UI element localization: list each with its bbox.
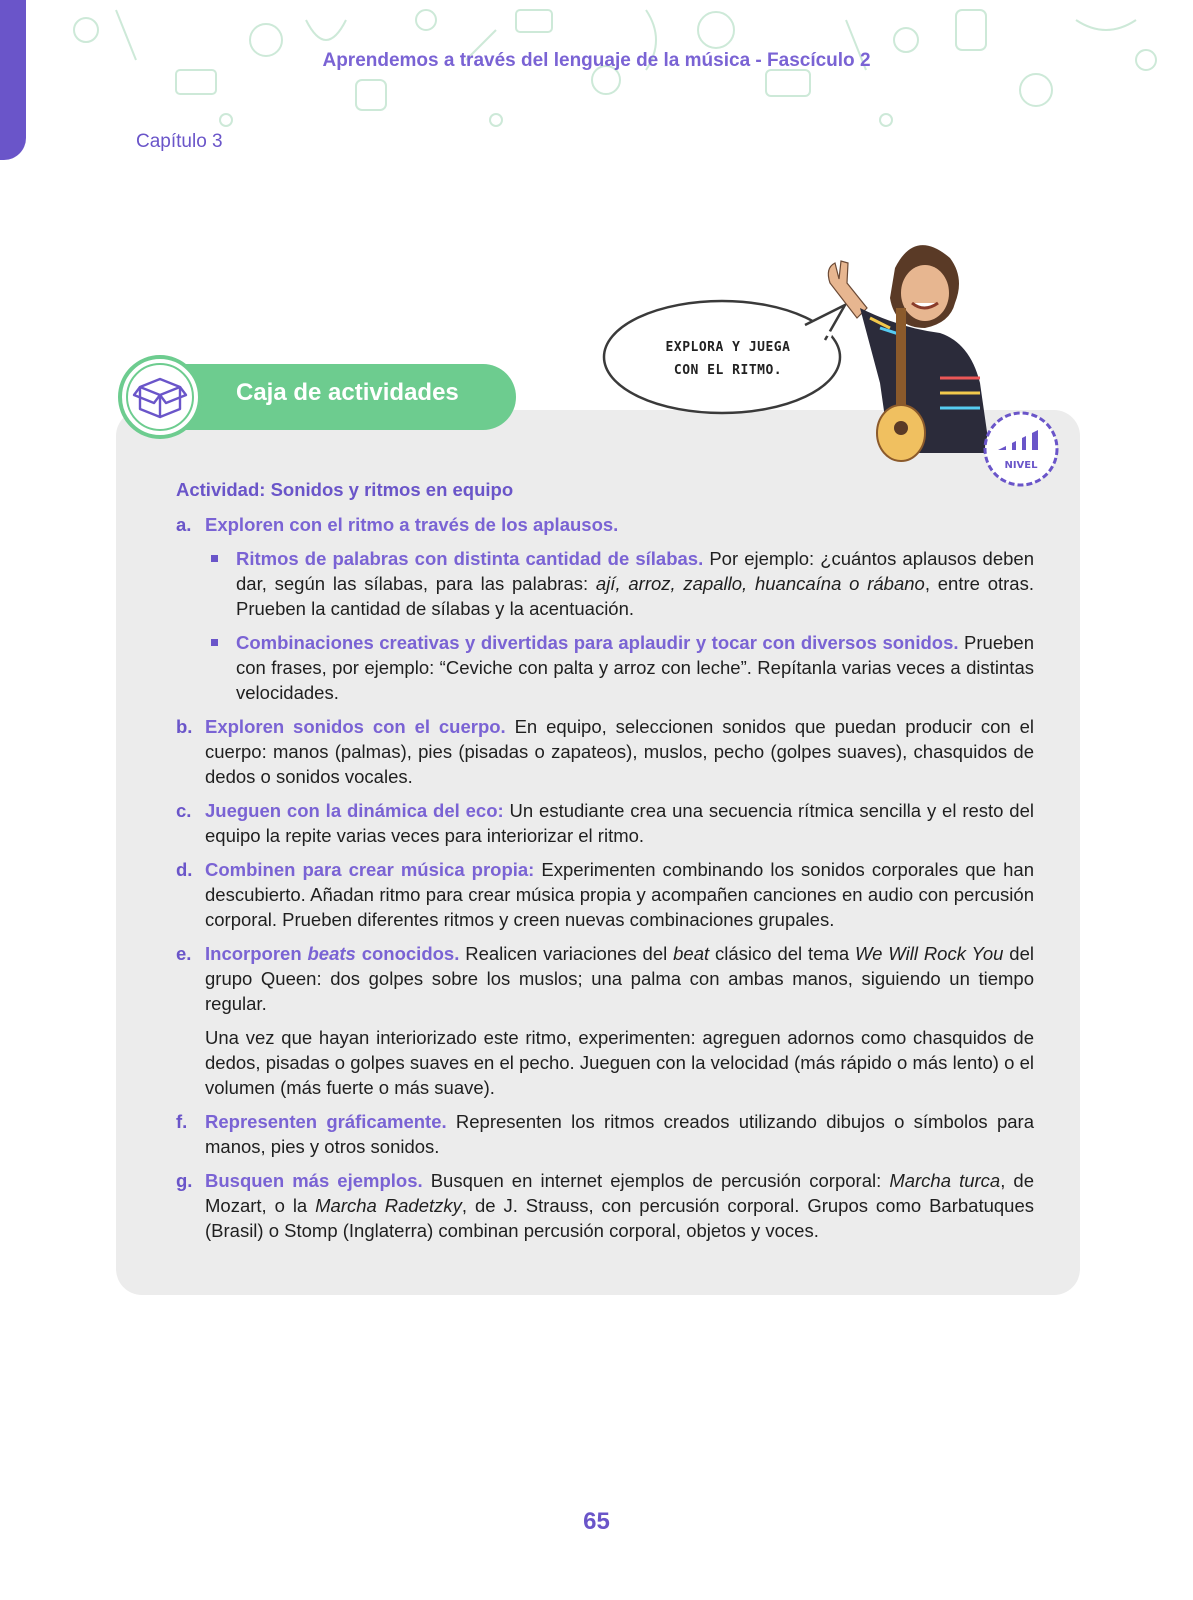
- sub-text: Por ejemplo: ¿cuántos aplausos deben dar, según las sílabas, para las palabras:: [236, 548, 1034, 594]
- activity-item-e: [176, 941, 1034, 1100]
- sub-lead: Ritmos de palabras con distinta cantidad de sílabas.: [236, 548, 704, 569]
- activity-item-b: [176, 714, 1034, 789]
- activity-title: Actividad: Sonidos y ritmos en equipo: [176, 479, 514, 500]
- bubble-line-1: EXPLORA Y JUEGA: [665, 340, 791, 355]
- item-text: del grupo Queen: dos golpes sobre los muslos; una palma con ambas manos, siguiendo un tiempo regular.: [205, 943, 1034, 1014]
- item-letter: f.: [176, 1111, 188, 1132]
- item-italic: We Will Rock You: [855, 943, 1004, 964]
- child-with-guitar-illustration: [800, 228, 1000, 468]
- activity-item-f: [176, 1109, 1034, 1159]
- banner-title: Caja de actividades: [236, 379, 459, 406]
- header-music-pattern: [26, 0, 1193, 150]
- item-lead: Combinen para crear música propia:: [205, 859, 535, 880]
- activity-item-a: [176, 512, 1034, 705]
- page-number: 65: [583, 1508, 610, 1535]
- item-lead: Exploren sonidos con el cuerpo.: [205, 716, 506, 737]
- sub-item-1: [176, 546, 1034, 621]
- sub-italic: ají, arroz, zapallo, huancaína o rábano: [595, 573, 925, 594]
- item-lead: Busquen más ejemplos.: [205, 1170, 423, 1191]
- item-italic: beat: [673, 943, 710, 964]
- item-lead: Representen gráficamente.: [205, 1111, 447, 1132]
- item-text: Representen los ritmos creados utilizando dibujos o símbolos para manos, pies y otros sonidos.: [205, 1111, 1034, 1157]
- item-letter: a.: [176, 514, 192, 535]
- lead-part: conocidos.: [355, 943, 460, 964]
- item-letter: g.: [176, 1170, 193, 1191]
- lead-italic: beats: [307, 943, 356, 964]
- activity-content: [176, 477, 1034, 1252]
- item-lead: [205, 943, 459, 964]
- item-italic: Marcha turca: [889, 1170, 1001, 1191]
- item-letter: c.: [176, 800, 192, 821]
- item-text: Realicen variaciones del: [459, 943, 674, 964]
- bubble-line-2: CON EL RITMO.: [673, 363, 783, 378]
- item-text: En equipo, seleccionen sonidos que puedan producir con el cuerpo: manos (palmas), pies (pisadas o zapateos), muslos, pecho (golpes suaves), chasquidos de dedos o sonidos vocales.: [205, 716, 1034, 787]
- item-text: Un estudiante crea una secuencia rítmica sencilla y el resto del equipo la repite varias veces para interiorizar el ritmo.: [205, 800, 1034, 846]
- item-letter: d.: [176, 859, 193, 880]
- item-letter: b.: [176, 716, 193, 737]
- sub-text: , entre otras. Prueben la cantidad de sílabas y la acentuación.: [236, 573, 1034, 619]
- item-letter: e.: [176, 943, 192, 964]
- item-text: clásico del tema: [709, 943, 856, 964]
- activity-item-d: [176, 857, 1034, 932]
- item-text: Busquen en internet ejemplos de percusión corporal:: [422, 1170, 890, 1191]
- sub-item-2: [176, 630, 1034, 705]
- lead-part: Incorporen: [205, 943, 308, 964]
- bullet-square-icon: [211, 555, 218, 562]
- item-paragraph: Una vez que hayan interiorizado este ritmo, experimenten: agreguen adornos como chasquidos de dedos, pisadas o golpes suaves en el pecho. Jueguen con la velocidad (más rápido o más lento) o el volumen (más fuerte o más suave).: [205, 1027, 1034, 1098]
- item-lead: Jueguen con la dinámica del eco:: [205, 800, 504, 821]
- sub-lead: Combinaciones creativas y divertidas para aplaudir y tocar con diversos sonidos.: [236, 632, 959, 653]
- sub-text: Prueben con frases, por ejemplo: “Ceviche con palta y arroz con leche”. Repítanla varias veces a distintas velocidades.: [236, 632, 1034, 703]
- nivel-label: NIVEL: [1004, 460, 1038, 471]
- item-text: , de J. Strauss, con percusión corporal. Grupos como Barbatuques (Brasil) o Stomp (Inglaterra) combinan percusión corporal, objetos y voces.: [205, 1195, 1034, 1241]
- box-icon: [118, 355, 202, 439]
- bullet-square-icon: [211, 639, 218, 646]
- chapter-label: Capítulo 3: [136, 131, 223, 152]
- activity-item-g: [176, 1168, 1034, 1243]
- header-title: Aprendemos a través del lenguaje de la música - Fascículo 2: [322, 50, 871, 71]
- item-italic: Marcha Radetzky: [315, 1195, 462, 1216]
- activity-item-c: [176, 798, 1034, 848]
- item-text: , de Mozart, o la: [205, 1170, 1034, 1216]
- item-lead: Exploren con el ritmo a través de los aplausos.: [205, 514, 619, 535]
- item-text: Experimenten combinando los sonidos corporales que han descubierto. Añadan ritmo para crear música propia y acompañen canciones en audio con percusión corporal. Prueben diferentes ritmos y creen nuevas combinaciones grupales.: [205, 859, 1034, 930]
- side-tab: [0, 0, 26, 160]
